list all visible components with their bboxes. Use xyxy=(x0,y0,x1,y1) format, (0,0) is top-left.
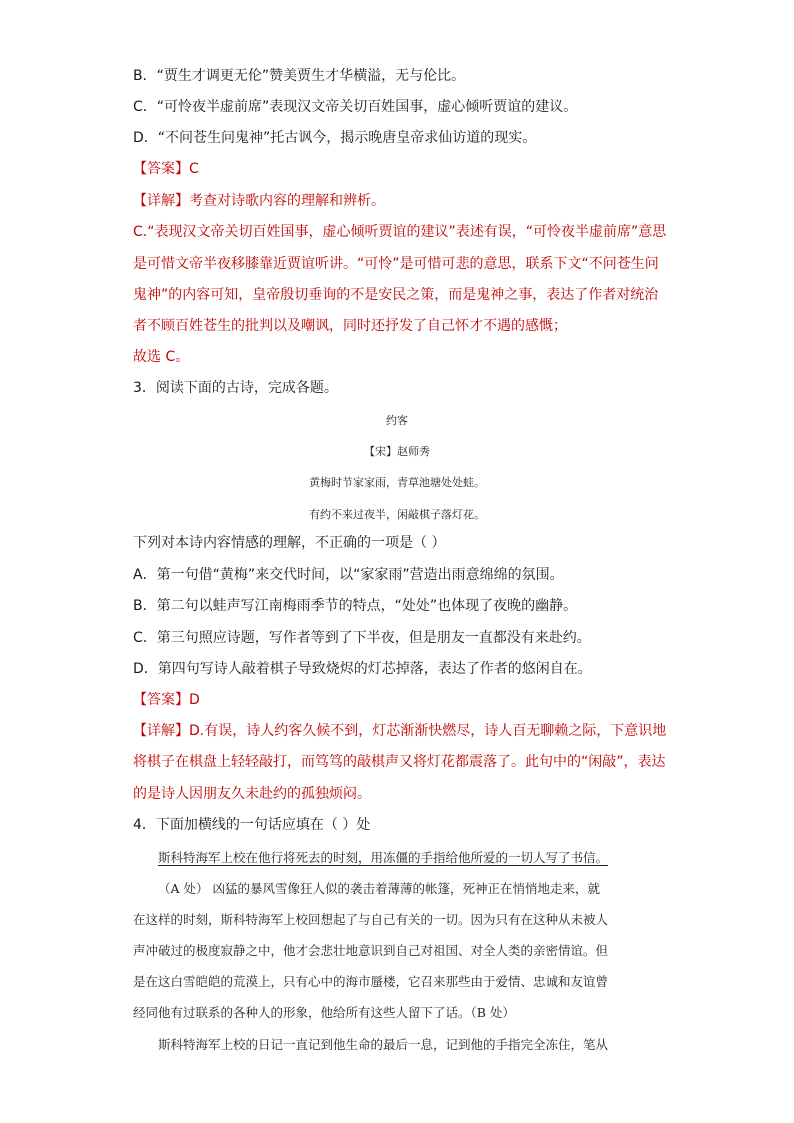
q2-option-d: D．“不问苍生问鬼神”托古讽今，揭示晚唐皇帝求仙访道的现实。 xyxy=(133,130,537,146)
q2-detail-line: 者不顾百姓苍生的批判以及嘲讽，同时还抒发了自己怀才不遇的感慨； xyxy=(133,318,567,334)
poem-author: 【宋】赵师秀 xyxy=(364,445,430,458)
q3-answer xyxy=(133,690,200,710)
q2-option-b: B．“贾生才调更无伦”赞美贾生才华横溢，无与伦比。 xyxy=(133,68,466,84)
q4-passage-line: 声冲破过的极度寂静之中，他才会悲壮地意识到自己对祖国、对全人类的亲密情谊。但 xyxy=(133,943,609,958)
q3-option-b: B．第二句以蛙声写江南梅雨季节的特点，“处处”也体现了夜晚的幽静。 xyxy=(133,598,578,614)
q2-detail-line: C.“表现汉文帝关切百姓国事，虚心倾听贾谊的建议”表述有误，“可怜夜半虚前席”意思 xyxy=(133,224,667,240)
q2-choose: 故选 C。 xyxy=(133,349,190,365)
q3-option-c: C．第三句照应诗题，写作者等到了下半夜，但是朋友一直都没有来赴约。 xyxy=(133,630,591,646)
q2-option-c: C．“可怜夜半虚前席”表现汉文帝关切百姓国事，虚心倾听贾谊的建议。 xyxy=(133,99,578,115)
answer-value: D xyxy=(189,692,200,708)
detail-tag: 【详解】 xyxy=(133,723,189,739)
detail-text: D.有误，诗人约客久候不到，灯芯渐渐快燃尽，诗人百无聊赖之际，下意识地 xyxy=(189,723,667,739)
detail-text: 考查对诗歌内容的理解和辨析。 xyxy=(189,193,385,209)
q4-stem: 4．下面加横线的一句话应填在（ ）处 xyxy=(133,817,371,833)
detail-tag: 【详解】 xyxy=(133,193,189,209)
poem-line-1: 黄梅时节家家雨，青草池塘处处蛙。 xyxy=(309,476,485,489)
q4-passage-line: 在这样的时刻，斯科特海军上校回想起了与自己有关的一切。因为只有在这种从未被人 xyxy=(133,912,609,927)
q2-detail-line: 是可惜文帝半夜移膝靠近贾谊听讲。“可怜”是可惜可悲的意思，联系下文“不问苍生问 xyxy=(133,256,659,272)
q3-option-d: D．第四句写诗人敲着棋子导致烧烬的灯芯掉落，表达了作者的悠闲自在。 xyxy=(133,661,592,677)
q2-answer xyxy=(133,159,199,179)
q4-passage-line: （A 处） 凶猛的暴风雪像狂人似的袭击着薄薄的帐篷，死神正在悄悄地走来，就 xyxy=(158,881,600,896)
q4-passage-line: 经同他有过联系的各种人的形象，他给所有这些人留下了话。（B 处） xyxy=(133,1005,515,1020)
q4-passage-line: 斯科特海军上校的日记一直记到他生命的最后一息，记到他的手指完全冻住，笔从 xyxy=(158,1037,609,1052)
q3-stem: 3．阅读下面的古诗，完成各题。 xyxy=(133,380,338,396)
poem-title: 约客 xyxy=(386,414,408,427)
q3-option-a: A．第一句借“黄梅”来交代时间，以“家家雨”营造出雨意绵绵的氛围。 xyxy=(133,567,564,583)
answer-tag: 【答案】 xyxy=(133,161,189,177)
q4-passage-line: 是在这白雪皑皑的荒漠上，只有心中的海市蜃楼，它召来那些由于爱情、忠诚和友谊曾 xyxy=(133,974,609,989)
answer-tag: 【答案】 xyxy=(133,692,189,708)
q2-detail-head xyxy=(133,191,385,211)
q3-detail-line: 将棋子在棋盘上轻轻敲打，而笃笃的敲棋声又将灯花都震落了。此句中的“闲敲”，表达 xyxy=(133,754,666,770)
q2-detail-line: 鬼神”的内容可知，皇帝殷切垂询的不是安民之策，而是鬼神之事，表达了作者对统治 xyxy=(133,287,659,303)
q3-detail-line: 的是诗人因朋友久未赴约的孤独烦闷。 xyxy=(133,786,371,802)
q4-underlined-sentence: 斯科特海军上校在他行将死去的时刻，用冻僵的手指给他所爱的一切人写了书信。 xyxy=(158,850,609,865)
poem-line-2: 有约不来过夜半，闲敲棋子落灯花。 xyxy=(309,508,485,521)
q3-detail xyxy=(133,721,666,741)
q3-question: 下列对本诗内容情感的理解，不正确的一项是（ ） xyxy=(133,535,446,551)
answer-value: C xyxy=(189,161,199,177)
